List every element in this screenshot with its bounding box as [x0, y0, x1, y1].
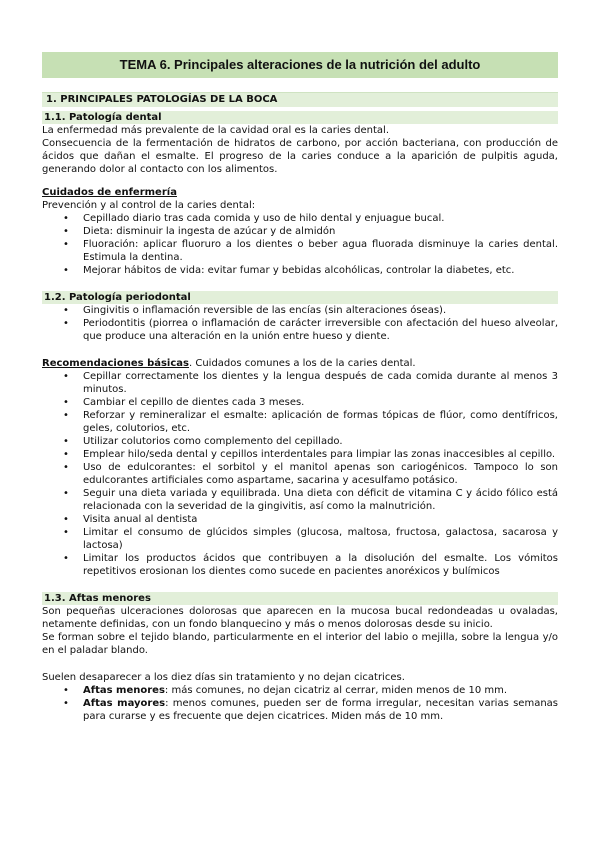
- list-item: [83, 697, 558, 723]
- list-item: • Periodontitis (piorrea o inflamación de carácter irreversible con afectación del hueso alveolar, que produce una alteración en la unión entre hueso y diente.: [83, 317, 558, 343]
- list-item: • Gingivitis o inflamación reversible de las encías (sin alteraciones óseas).: [83, 304, 558, 317]
- list-item: • Emplear hilo/seda dental y cepillos interdentales para limpiar las zonas inaccesibles al cepillo.: [83, 448, 558, 461]
- document-page: [42, 52, 558, 723]
- recommendations-intro: . Cuidados comunes a los de la caries dental.: [188, 358, 416, 369]
- term: Aftas mayores: [83, 698, 166, 709]
- paragraph: Suelen desaparecer a los diez días sin tratamiento y no dejan cicatrices.: [42, 672, 405, 683]
- list-item: • Utilizar colutorios como complemento del cepillado.: [83, 435, 558, 448]
- paragraph: Se forman sobre el tejido blando, particularmente en el interior del labio o mejilla, sobre la lengua y/o en el paladar blando.: [42, 632, 558, 656]
- document-title: TEMA 6. Principales alteraciones de la nutrición del adulto: [42, 52, 558, 78]
- list-item: • Cepillar correctamente los dientes y la lengua después de cada comida durante al menos 3 minutos.: [83, 370, 558, 396]
- list-item: • Seguir una dieta variada y equilibrada. Una dieta con déficit de vitamina C y ácido fólico está relacionada con la severidad de la gingivitis, así como la malnutrición.: [83, 487, 558, 513]
- list-item: • Limitar los productos ácidos que contribuyen a la disolución del esmalte. Los vómitos repetitivos erosionan los dientes como sucede en pacientes anoréxicos y bulímicos: [83, 552, 558, 578]
- paragraph: Consecuencia de la fermentación de hidratos de carbono, por acción bacteriana, con producción de ácidos que dañan el esmalte. El progreso de la caries conduce a la aparición de pulpitis aguda, generando dolor al contacto con los alimentos.: [42, 138, 558, 175]
- paragraph: La enfermedad más prevalente de la cavidad oral es la caries dental.: [42, 125, 390, 136]
- subsection-heading-periodontal: 1.2. Patología periodontal: [42, 291, 558, 304]
- list-item: [83, 684, 558, 697]
- list-item: • Mejorar hábitos de vida: evitar fumar y bebidas alcohólicas, controlar la diabetes, etc.: [83, 264, 558, 277]
- list-item: • Fluoración: aplicar fluoruro a los dientes o beber agua fluorada disminuye la caries dental. Estimula la dentina.: [83, 238, 558, 264]
- section-heading-boca: 1. PRINCIPALES PATOLOGÍAS DE LA BOCA: [42, 92, 558, 107]
- recommendations-list: [42, 370, 558, 578]
- list-item: • Dieta: disminuir la ingesta de azúcar y de almidón: [83, 225, 558, 238]
- care-list: [42, 212, 558, 277]
- paragraph: Son pequeñas ulceraciones dolorosas que aparecen en la mucosa bucal redondeadas u ovaladas, netamente definidas, con un fondo blanquecino y más o menos dolorosas desde su inicio.: [42, 606, 558, 630]
- care-intro: Prevención y al control de la caries dental:: [42, 200, 256, 211]
- periodontal-list: [42, 304, 558, 343]
- list-item: • Cepillado diario tras cada comida y uso de hilo dental y enjuague bucal.: [83, 212, 558, 225]
- term: Aftas menores: [83, 685, 165, 696]
- definition: : menos comunes, pueden ser de forma irregular, necesitan varias semanas para curarse y es frecuente que dejen cicatrices. Miden más de 10 mm.: [83, 698, 559, 722]
- list-item: • Limitar el consumo de glúcidos simples (glucosa, maltosa, fructosa, galactosa, sacarosa y lactosa): [83, 526, 558, 552]
- recommendations-heading: Recomendaciones básicas: [42, 358, 189, 369]
- care-heading: Cuidados de enfermería: [42, 187, 177, 198]
- list-item: • Cambiar el cepillo de dientes cada 3 meses.: [83, 396, 558, 409]
- definition: : más comunes, no dejan cicatriz al cerrar, miden menos de 10 mm.: [164, 685, 508, 696]
- list-item: • Visita anual al dentista: [83, 513, 558, 526]
- list-item: • Reforzar y remineralizar el esmalte: aplicación de formas tópicas de flúor, como dentífricos, geles, colutorios, etc.: [83, 409, 558, 435]
- subsection-heading-dental: 1.1. Patología dental: [42, 111, 558, 124]
- subsection-heading-aftas: 1.3. Aftas menores: [42, 592, 558, 605]
- aftas-list: [42, 684, 558, 723]
- list-item: • Uso de edulcorantes: el sorbitol y el manitol apenas son cariogénicos. Tampoco lo son edulcorantes artificiales como aspartame, sacarina y acesulfamo potásico.: [83, 461, 558, 487]
